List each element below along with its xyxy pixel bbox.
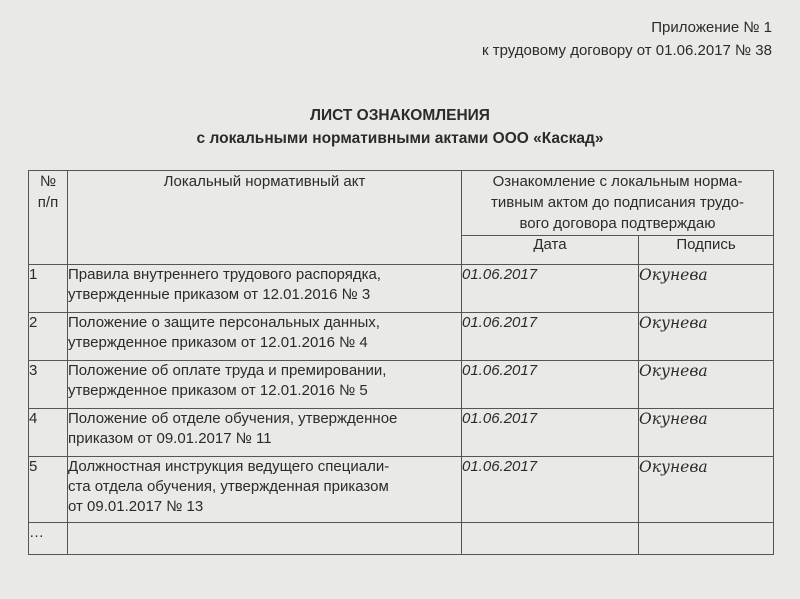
document-title: [0, 104, 800, 150]
table-row: [29, 457, 774, 523]
row-date: 01.06.2017: [462, 457, 639, 523]
row-number: 2: [29, 313, 68, 361]
row-signature: Окунева: [639, 409, 774, 457]
row-act-line: от 09.01.2017 № 13: [68, 498, 204, 515]
header-local-act: Локальный нормативный акт: [68, 171, 462, 265]
row-act: [68, 361, 462, 409]
row-act-line: Положение об отделе обучения, утвержденное: [68, 410, 398, 427]
row-signature: Окунева: [639, 457, 774, 523]
header-acquaintance-line-3: вого договора подтверждаю: [519, 215, 716, 232]
table-row-ellipsis: [29, 523, 774, 555]
appendix-note: [482, 16, 772, 62]
header-number-line-2: п/п: [37, 194, 59, 211]
row-signature: Окунева: [639, 361, 774, 409]
row-act: [68, 313, 462, 361]
header-acquaintance-line-2: тивным актом до подписания трудо-: [491, 194, 744, 211]
row-number: 4: [29, 409, 68, 457]
row-act-empty: [68, 523, 462, 555]
row-number: 1: [29, 265, 68, 313]
row-number: 5: [29, 457, 68, 523]
header-number: [29, 171, 68, 265]
appendix-line-1: Приложение № 1: [651, 19, 772, 36]
header-acquaintance: [462, 171, 774, 236]
row-signature: Окунева: [639, 265, 774, 313]
row-act: [68, 265, 462, 313]
row-number: …: [29, 523, 68, 555]
row-act-line: Должностная инструкция ведущего специали-: [68, 458, 390, 475]
row-act-line: Правила внутреннего трудового распорядка,: [68, 266, 381, 283]
appendix-line-2: к трудовому договору от 01.06.2017 № 38: [482, 42, 772, 59]
row-act: [68, 457, 462, 523]
row-act-line: Положение об оплате труда и премировании,: [68, 362, 387, 379]
table-row: [29, 265, 774, 313]
header-number-line-1: №: [39, 173, 57, 190]
row-act-line: приказом от 09.01.2017 № 11: [68, 430, 272, 447]
row-number: 3: [29, 361, 68, 409]
acquaintance-table: [28, 170, 774, 555]
row-signature-empty: [639, 523, 774, 555]
row-act-line: утвержденные приказом от 12.01.2016 № 3: [68, 286, 371, 303]
row-act-line: ста отдела обучения, утвержденная приказом: [68, 478, 389, 495]
row-act-line: утвержденное приказом от 12.01.2016 № 4: [68, 334, 368, 351]
table-row: [29, 313, 774, 361]
row-act-line: Положение о защите персональных данных,: [68, 314, 380, 331]
header-signature: Подпись: [639, 236, 774, 265]
row-date: 01.06.2017: [462, 361, 639, 409]
table-row: [29, 409, 774, 457]
row-date: 01.06.2017: [462, 265, 639, 313]
row-date-empty: [462, 523, 639, 555]
header-date: Дата: [462, 236, 639, 265]
title-line-1: ЛИСТ ОЗНАКОМЛЕНИЯ: [310, 107, 490, 124]
row-act: [68, 409, 462, 457]
row-act-line: утвержденное приказом от 12.01.2016 № 5: [68, 382, 368, 399]
row-date: 01.06.2017: [462, 313, 639, 361]
table-row: [29, 361, 774, 409]
row-signature: Окунева: [639, 313, 774, 361]
title-line-2: с локальными нормативными актами ООО «Каскад»: [196, 130, 604, 147]
header-acquaintance-line-1: Ознакомление с локальным норма-: [492, 173, 743, 190]
row-date: 01.06.2017: [462, 409, 639, 457]
